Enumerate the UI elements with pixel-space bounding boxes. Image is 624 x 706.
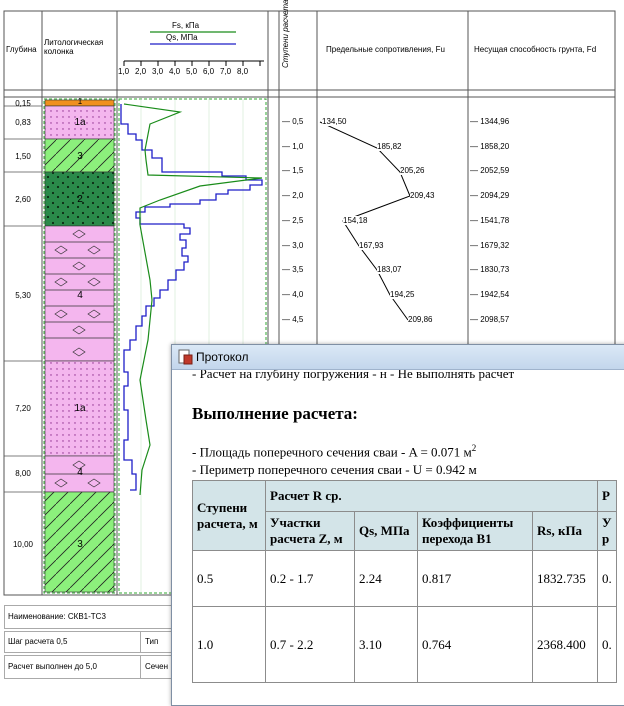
fd-value: — 1830,73 (470, 265, 510, 275)
area-line: - Площадь поперечного сечения сваи - A = 0.071 $м^2$ (192, 443, 477, 460)
step-label: — 1,5 (282, 166, 304, 176)
scale-tick: 8,0 (237, 67, 249, 76)
section-text: Сечен (145, 662, 168, 671)
scale-tick: 5,0 (186, 67, 198, 76)
protocol-title: Протокол (196, 350, 249, 364)
scale-tick: 6,0 (203, 67, 215, 76)
done-text: Расчет выполнен до 5,0 (8, 662, 97, 671)
table-row: 0.5 0.2 - 1.7 2.24 0.817 1832.735 0. (193, 551, 617, 607)
fu-value: 209,43 (410, 191, 435, 201)
protocol-window[interactable] (171, 344, 624, 706)
perimeter-line: - Периметр поперечного сечения сваи - U = 0.942 м (192, 462, 477, 477)
protocol-heading: Выполнение расчета: (192, 404, 358, 423)
depth-label: 1,50 (15, 152, 31, 161)
table-row: 1.0 0.7 - 2.2 3.10 0.764 2368.400 0. (193, 607, 617, 683)
step-label: — 0,5 (282, 117, 304, 126)
step-label: — 3,0 (282, 240, 304, 250)
fd-value: — 2052,59 (470, 166, 510, 176)
fd-value: — 1679,32 (470, 240, 510, 250)
layer-label: 1 (77, 97, 83, 106)
protocol-table (192, 480, 617, 683)
document-icon (177, 349, 193, 365)
step-label: — 2,5 (282, 215, 304, 225)
depth-label: 8,00 (15, 469, 31, 478)
fu-value: 205,26 (400, 166, 425, 176)
col-group2: Р (598, 481, 617, 512)
fu-value: 134,50 (322, 117, 347, 126)
cut-line: - Расчет на глубину погружения - н - Не выполнять расчет (192, 370, 515, 381)
fu-value: 194,25 (390, 289, 415, 299)
lithology-header: Литологическая колонка (44, 38, 104, 56)
qs-label: Qs, МПа (166, 33, 198, 42)
col-partial: У р (598, 512, 617, 551)
step-label: — 4,0 (282, 289, 304, 299)
scale-tick: 1,0 (118, 67, 130, 76)
scale-tick: 7,0 (220, 67, 232, 76)
name-text: Наименование: СКВ1-ТС3 (8, 612, 106, 621)
scale-tick: 4,0 (169, 67, 181, 76)
fu-header: Предельные сопротивления, Fu (326, 45, 445, 54)
fu-value: 154,18 (343, 215, 368, 225)
layer-label: 1а (74, 117, 86, 128)
col-steps: Ступени расчета, м (193, 481, 266, 551)
step-label: — 2,0 (282, 191, 304, 201)
protocol-content[interactable] (178, 370, 624, 705)
fu-value: 209,86 (408, 314, 433, 324)
layer-label: 4 (77, 467, 83, 478)
step-label: — 1,0 (282, 141, 304, 151)
scale-tick: 2,0 (135, 67, 147, 76)
depth-header: Глубина (6, 45, 37, 54)
layer-label: 1а (74, 403, 86, 414)
layer-label: 4 (77, 290, 83, 301)
depth-label: 0,83 (15, 118, 31, 127)
step-box (4, 631, 142, 653)
fd-value: — 1344,96 (470, 117, 510, 126)
fd-value: — 2098,57 (470, 314, 510, 324)
fu-value: 185,82 (377, 141, 402, 151)
depth-label: 0,15 (15, 99, 31, 108)
fd-value: — 1541,78 (470, 215, 510, 225)
layer-label: 3 (77, 151, 83, 162)
depth-label: 10,00 (12, 540, 34, 549)
fs-label: Fs, кПа (172, 21, 200, 30)
depth-label: 7,20 (15, 404, 31, 413)
fd-value: — 1858,20 (470, 141, 510, 151)
col-coef: Коэффициенты перехода B1 (418, 512, 533, 551)
fd-value: — 2094,29 (470, 191, 510, 201)
protocol-titlebar[interactable] (172, 345, 624, 370)
col-rs: Rs, кПа (533, 512, 598, 551)
col-zone: Участки расчета Z, м (266, 512, 355, 551)
step-label: — 3,5 (282, 265, 304, 275)
done-box (4, 655, 142, 679)
col-qs: Qs, МПа (355, 512, 418, 551)
type-text: Тип (145, 637, 159, 646)
depth-label: 2,60 (15, 195, 31, 204)
fd-header: Несущая способность грунта, Fd (474, 45, 597, 54)
steps-header: Ступени расчета (281, 0, 290, 68)
layer-label: 2 (77, 194, 83, 205)
col-group: Расчет R ср. (266, 481, 598, 512)
fu-value: 183,07 (377, 265, 402, 275)
step-text: Шаг расчета 0,5 (8, 637, 68, 646)
scale-tick: 3,0 (152, 67, 164, 76)
layer-label: 3 (77, 539, 83, 550)
fu-value: 167,93 (359, 240, 384, 250)
depth-label: 5,30 (15, 291, 31, 300)
fd-value: — 1942,54 (470, 289, 510, 299)
step-label: — 4,5 (282, 314, 304, 324)
